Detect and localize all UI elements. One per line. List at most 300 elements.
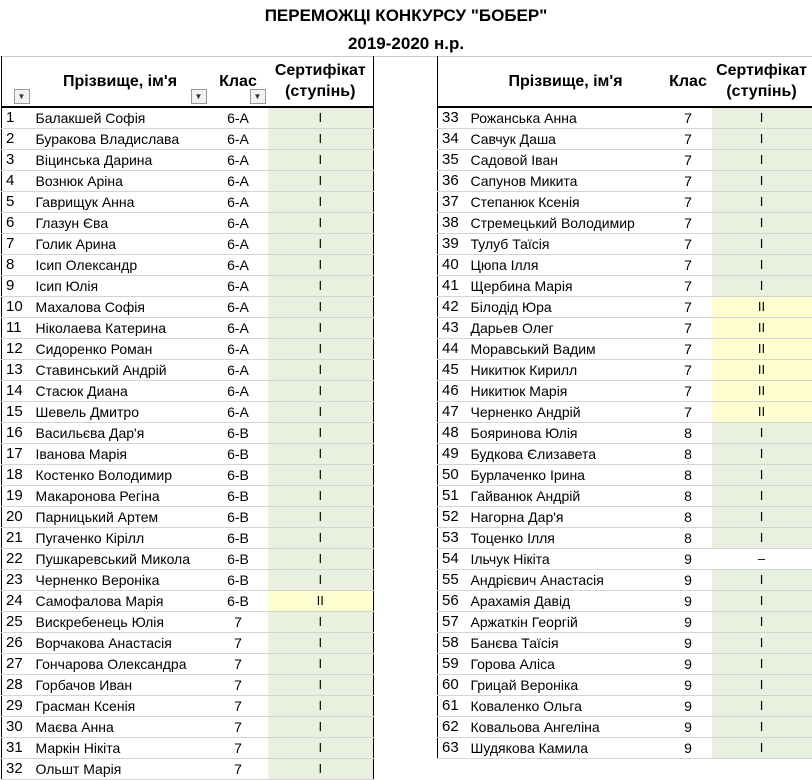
certificate-level[interactable]: I [712, 234, 812, 255]
class-value[interactable]: 7 [665, 192, 712, 213]
row-number[interactable]: 4 [2, 171, 32, 192]
certificate-level[interactable]: I [268, 654, 374, 675]
student-name[interactable]: Вознюк Аріна [32, 171, 209, 192]
class-value[interactable]: 6-А [209, 129, 268, 150]
certificate-level[interactable]: I [268, 213, 374, 234]
table-row [438, 297, 812, 318]
row-number[interactable]: 31 [2, 738, 32, 759]
row-number[interactable]: 1 [2, 107, 32, 129]
certificate-level[interactable]: I [268, 738, 374, 759]
student-name[interactable]: Махалова Софія [32, 297, 209, 318]
certificate-level[interactable]: I [712, 276, 812, 297]
table-row [438, 633, 812, 654]
row-number[interactable]: 36 [438, 171, 467, 192]
row-number[interactable]: 58 [438, 633, 467, 654]
row-number[interactable]: 45 [438, 360, 467, 381]
class-value[interactable]: 6-В [209, 486, 268, 507]
class-value[interactable]: 7 [665, 276, 712, 297]
certificate-level[interactable]: I [712, 129, 812, 150]
student-name[interactable]: Гончарова Олександра [32, 654, 209, 675]
student-name[interactable]: Білодід Юра [467, 297, 665, 318]
student-name[interactable]: Грицай Вероніка [467, 675, 665, 696]
student-name[interactable]: Горбачов Иван [32, 675, 209, 696]
table-row [2, 150, 374, 171]
class-value[interactable]: 6-А [209, 213, 268, 234]
table-row [2, 276, 374, 297]
row-number[interactable]: 60 [438, 675, 467, 696]
class-value[interactable]: 7 [209, 696, 268, 717]
class-value[interactable]: 7 [665, 360, 712, 381]
table-row [438, 276, 812, 297]
class-header [665, 56, 712, 107]
student-name[interactable]: Черненко Андрій [467, 402, 665, 423]
student-name[interactable]: Костенко Володимир [32, 465, 209, 486]
certificate-level[interactable]: I [268, 717, 374, 738]
class-value[interactable]: 7 [665, 297, 712, 318]
class-value[interactable]: 6-В [209, 591, 268, 612]
certificate-level[interactable]: I [712, 107, 812, 129]
student-name[interactable]: Ворчакова Анастасія [32, 633, 209, 654]
class-value[interactable]: 6-А [209, 234, 268, 255]
row-number[interactable]: 25 [2, 612, 32, 633]
certificate-level[interactable]: II [712, 339, 812, 360]
class-value[interactable]: 7 [209, 612, 268, 633]
class-value[interactable]: 6-А [209, 318, 268, 339]
certificate-level[interactable]: I [712, 255, 812, 276]
table-row [2, 759, 374, 780]
certificate-level[interactable]: I [268, 360, 374, 381]
row-number[interactable]: 33 [438, 107, 467, 129]
certificate-level[interactable]: I [268, 444, 374, 465]
filter-dropdown-icon[interactable]: ▼ [191, 89, 207, 104]
certificate-level[interactable]: II [712, 360, 812, 381]
class-value[interactable]: 6-А [209, 150, 268, 171]
student-name[interactable]: Бурлаченко Ірина [467, 465, 665, 486]
student-name[interactable]: Маєва Анна [32, 717, 209, 738]
row-number[interactable]: 6 [2, 213, 32, 234]
row-number[interactable]: 22 [2, 549, 32, 570]
class-value[interactable]: 6-А [209, 255, 268, 276]
student-name[interactable]: Пугаченко Кірілл [32, 528, 209, 549]
row-number[interactable]: 9 [2, 276, 32, 297]
certificate-level[interactable]: I [712, 633, 812, 654]
certificate-level[interactable]: I [712, 171, 812, 192]
certificate-level[interactable]: II [268, 591, 374, 612]
student-name[interactable]: Бояринова Юлія [467, 423, 665, 444]
filter-dropdown-icon[interactable]: ▼ [14, 89, 30, 104]
class-value[interactable]: 6-А [209, 297, 268, 318]
student-name[interactable]: Парницький Артем [32, 507, 209, 528]
row-number[interactable]: 7 [2, 234, 32, 255]
certificate-level[interactable]: I [712, 675, 812, 696]
class-value[interactable]: 6-В [209, 423, 268, 444]
class-value[interactable]: 6-А [209, 107, 268, 129]
table-row [438, 654, 812, 675]
class-value[interactable]: 6-А [209, 192, 268, 213]
class-value[interactable]: 6-В [209, 549, 268, 570]
row-number[interactable]: 63 [438, 738, 467, 759]
certificate-level[interactable]: I [268, 381, 374, 402]
class-value[interactable]: 7 [209, 759, 268, 780]
certificate-level[interactable]: I [268, 318, 374, 339]
class-value[interactable]: 9 [665, 570, 712, 591]
row-number[interactable]: 57 [438, 612, 467, 633]
row-number[interactable]: 5 [2, 192, 32, 213]
certificate-level[interactable]: I [268, 633, 374, 654]
row-number[interactable]: 40 [438, 255, 467, 276]
student-name[interactable]: Пушкаревський Микола [32, 549, 209, 570]
row-number[interactable]: 12 [2, 339, 32, 360]
class-value[interactable]: 7 [665, 129, 712, 150]
table-row [438, 107, 812, 129]
table-row [2, 402, 374, 423]
student-name[interactable]: Шудякова Камила [467, 738, 665, 759]
certificate-level[interactable]: I [712, 570, 812, 591]
row-number[interactable]: 11 [2, 318, 32, 339]
table-row [438, 192, 812, 213]
certificate-level[interactable]: I [268, 129, 374, 150]
class-value[interactable]: 6-В [209, 444, 268, 465]
student-name[interactable]: Андрієвич Анастасія [467, 570, 665, 591]
certificate-level[interactable]: I [712, 465, 812, 486]
table-row [2, 528, 374, 549]
winners-table-right [437, 56, 812, 759]
class-value[interactable]: 9 [665, 654, 712, 675]
student-name[interactable]: Буракова Владислава [32, 129, 209, 150]
table-row [438, 528, 812, 549]
row-number[interactable]: 13 [2, 360, 32, 381]
certificate-header-sub: (ступінь) [285, 83, 356, 100]
student-name[interactable]: Рожанська Анна [467, 107, 665, 129]
certificate-level[interactable]: I [712, 717, 812, 738]
student-name[interactable]: Щербина Марія [467, 276, 665, 297]
student-name[interactable]: Нагорна Дар'я [467, 507, 665, 528]
student-name[interactable]: Никитюк Кирилл [467, 360, 665, 381]
table-row [438, 402, 812, 423]
row-number[interactable]: 43 [438, 318, 467, 339]
row-number[interactable]: 10 [2, 297, 32, 318]
row-number[interactable]: 44 [438, 339, 467, 360]
row-number[interactable]: 15 [2, 402, 32, 423]
class-value[interactable]: 8 [665, 528, 712, 549]
table-row [2, 507, 374, 528]
filter-dropdown-icon[interactable]: ▼ [250, 89, 266, 104]
student-name[interactable]: Дарьев Олег [467, 318, 665, 339]
certificate-level[interactable]: I [268, 107, 374, 129]
class-value[interactable]: 6-А [209, 339, 268, 360]
class-value[interactable]: 7 [665, 402, 712, 423]
certificate-level[interactable]: I [712, 423, 812, 444]
student-name[interactable]: Коваленко Ольга [467, 696, 665, 717]
table-row [2, 654, 374, 675]
table-row [438, 717, 812, 738]
table-row [2, 465, 374, 486]
class-value[interactable]: 7 [665, 255, 712, 276]
table-row [2, 612, 374, 633]
student-name[interactable]: Самофалова Марія [32, 591, 209, 612]
student-name[interactable]: Гайванюк Андрій [467, 486, 665, 507]
student-name[interactable]: Васильєва Дар'я [32, 423, 209, 444]
row-number[interactable]: 17 [2, 444, 32, 465]
row-number[interactable]: 23 [2, 570, 32, 591]
class-value[interactable]: 9 [665, 612, 712, 633]
row-number[interactable]: 8 [2, 255, 32, 276]
student-name[interactable]: Маркін Нікіта [32, 738, 209, 759]
class-value[interactable]: 6-А [209, 276, 268, 297]
table-row [438, 381, 812, 402]
row-number[interactable]: 48 [438, 423, 467, 444]
class-value[interactable]: 7 [209, 738, 268, 759]
student-name[interactable]: Арахамія Давід [467, 591, 665, 612]
certificate-level[interactable]: I [268, 171, 374, 192]
certificate-level[interactable]: I [268, 192, 374, 213]
class-value[interactable]: 6-А [209, 171, 268, 192]
class-value[interactable]: 7 [665, 150, 712, 171]
certificate-level[interactable]: I [712, 612, 812, 633]
class-value[interactable]: 7 [665, 234, 712, 255]
student-name[interactable]: Ільчук Нікіта [467, 549, 665, 570]
class-value[interactable]: 8 [665, 444, 712, 465]
student-name[interactable]: Тулуб Таїсія [467, 234, 665, 255]
class-value[interactable]: 8 [665, 465, 712, 486]
class-value[interactable]: 7 [209, 633, 268, 654]
table-row [2, 213, 374, 234]
row-number[interactable]: 49 [438, 444, 467, 465]
certificate-level[interactable]: I [268, 675, 374, 696]
row-number[interactable]: 2 [2, 129, 32, 150]
class-value[interactable]: 9 [665, 591, 712, 612]
table-row [2, 381, 374, 402]
certificate-level[interactable]: II [712, 381, 812, 402]
class-value[interactable]: 7 [665, 171, 712, 192]
student-name[interactable]: Ісип Юлія [32, 276, 209, 297]
class-value[interactable]: 7 [209, 675, 268, 696]
student-name[interactable]: Садовой Іван [467, 150, 665, 171]
student-name[interactable]: Савчук Даша [467, 129, 665, 150]
student-name[interactable]: Сапунов Микита [467, 171, 665, 192]
table-row [438, 612, 812, 633]
certificate-level[interactable]: I [268, 759, 374, 780]
certificate-level[interactable]: I [712, 507, 812, 528]
row-number[interactable]: 54 [438, 549, 467, 570]
row-number[interactable]: 18 [2, 465, 32, 486]
row-number[interactable]: 61 [438, 696, 467, 717]
class-value[interactable]: 6-В [209, 507, 268, 528]
table-row [2, 570, 374, 591]
student-name[interactable]: Горова Аліса [467, 654, 665, 675]
certificate-level[interactable]: I [268, 570, 374, 591]
student-name[interactable]: Ставинський Андрій [32, 360, 209, 381]
student-name[interactable]: Черненко Вероніка [32, 570, 209, 591]
student-name[interactable]: Степанюк Ксенія [467, 192, 665, 213]
table-row [2, 360, 374, 381]
row-number[interactable]: 34 [438, 129, 467, 150]
table-row [438, 591, 812, 612]
student-name[interactable]: Іванова Марія [32, 444, 209, 465]
certificate-level[interactable]: I [268, 339, 374, 360]
class-value[interactable]: 7 [665, 381, 712, 402]
row-number[interactable]: 24 [2, 591, 32, 612]
table-row [438, 339, 812, 360]
class-value[interactable]: 6-В [209, 528, 268, 549]
certificate-level[interactable]: I [712, 528, 812, 549]
row-number[interactable]: 16 [2, 423, 32, 444]
row-number[interactable]: 46 [438, 381, 467, 402]
certificate-level[interactable]: I [268, 465, 374, 486]
row-number[interactable]: 39 [438, 234, 467, 255]
student-name[interactable]: Никитюк Марія [467, 381, 665, 402]
class-value[interactable]: 8 [665, 486, 712, 507]
class-value[interactable]: 9 [665, 696, 712, 717]
row-number[interactable]: 55 [438, 570, 467, 591]
certificate-level[interactable]: II [712, 297, 812, 318]
student-name[interactable]: Ковальова Ангеліна [467, 717, 665, 738]
class-value[interactable]: 6-В [209, 465, 268, 486]
table-row [2, 675, 374, 696]
row-number[interactable]: 42 [438, 297, 467, 318]
certificate-level[interactable]: I [268, 297, 374, 318]
certificate-level[interactable]: I [712, 654, 812, 675]
student-name[interactable]: Балакшей Софія [32, 107, 209, 129]
class-value[interactable]: 7 [209, 717, 268, 738]
class-value[interactable]: 7 [665, 318, 712, 339]
class-value[interactable]: 9 [665, 717, 712, 738]
certificate-level[interactable]: II [712, 402, 812, 423]
row-number[interactable]: 32 [2, 759, 32, 780]
certificate-level[interactable]: I [712, 591, 812, 612]
certificate-level[interactable]: I [712, 192, 812, 213]
class-value[interactable]: 8 [665, 507, 712, 528]
class-value[interactable]: 9 [665, 675, 712, 696]
student-name[interactable]: Банєва Таїсія [467, 633, 665, 654]
certificate-level[interactable]: I [268, 150, 374, 171]
student-name[interactable]: Ніколаева Катерина [32, 318, 209, 339]
student-name[interactable]: Будкова Єлизавета [467, 444, 665, 465]
row-number[interactable]: 53 [438, 528, 467, 549]
row-number[interactable]: 59 [438, 654, 467, 675]
class-value[interactable]: 7 [665, 107, 712, 129]
student-name[interactable]: Аржаткін Георгій [467, 612, 665, 633]
name-header [32, 56, 209, 107]
row-number[interactable]: 37 [438, 192, 467, 213]
row-number[interactable]: 3 [2, 150, 32, 171]
certificate-level[interactable]: I [712, 696, 812, 717]
certificate-level[interactable]: I [712, 738, 812, 759]
student-name[interactable]: Сидоренко Роман [32, 339, 209, 360]
student-name[interactable]: Грасман Ксенія [32, 696, 209, 717]
page-title: ПЕРЕМОЖЦІ КОНКУРСУ "БОБЕР" [264, 6, 548, 25]
class-value[interactable]: 9 [665, 738, 712, 759]
table-row [2, 549, 374, 570]
table-row [438, 150, 812, 171]
row-number[interactable]: 28 [2, 675, 32, 696]
student-name[interactable]: Стасюк Диана [32, 381, 209, 402]
class-value[interactable]: 9 [665, 549, 712, 570]
table-header-row [2, 56, 374, 107]
student-name[interactable]: Стремецький Володимир [467, 213, 665, 234]
student-name[interactable]: Гаврищук Анна [32, 192, 209, 213]
row-number[interactable]: 51 [438, 486, 467, 507]
row-number[interactable]: 30 [2, 717, 32, 738]
certificate-level[interactable]: I [712, 150, 812, 171]
class-value[interactable]: 6-А [209, 402, 268, 423]
student-name[interactable]: Ісип Олександр [32, 255, 209, 276]
certificate-level[interactable]: I [268, 276, 374, 297]
certificate-level[interactable]: I [268, 549, 374, 570]
row-number[interactable]: 50 [438, 465, 467, 486]
class-value[interactable]: 6-А [209, 360, 268, 381]
certificate-level[interactable]: I [268, 423, 374, 444]
student-name[interactable]: Ольшт Марія [32, 759, 209, 780]
row-number[interactable]: 20 [2, 507, 32, 528]
row-number[interactable]: 21 [2, 528, 32, 549]
certificate-header-label: Сертифікат [274, 62, 366, 79]
certificate-level[interactable]: II [712, 318, 812, 339]
class-value[interactable]: 6-В [209, 570, 268, 591]
row-number[interactable]: 19 [2, 486, 32, 507]
class-value[interactable]: 8 [665, 423, 712, 444]
student-name[interactable]: Цюпа Ілля [467, 255, 665, 276]
table-row [2, 738, 374, 759]
row-number[interactable]: 26 [2, 633, 32, 654]
class-value[interactable]: 7 [209, 654, 268, 675]
table-row [2, 696, 374, 717]
table-row [438, 444, 812, 465]
table-row [2, 318, 374, 339]
number-header [438, 56, 467, 107]
student-name[interactable]: Вискребенець Юлія [32, 612, 209, 633]
student-name[interactable]: Глазун Єва [32, 213, 209, 234]
row-number[interactable]: 35 [438, 150, 467, 171]
certificate-level[interactable]: I [268, 234, 374, 255]
certificate-level[interactable]: I [268, 255, 374, 276]
row-number[interactable]: 14 [2, 381, 32, 402]
student-name[interactable]: Моравський Вадим [467, 339, 665, 360]
certificate-level[interactable]: I [268, 507, 374, 528]
certificate-level[interactable]: I [712, 444, 812, 465]
certificate-level[interactable]: – [712, 549, 812, 570]
student-name[interactable]: Шевель Дмитро [32, 402, 209, 423]
student-name[interactable]: Голик Арина [32, 234, 209, 255]
winners-table-left [1, 56, 374, 780]
row-number[interactable]: 38 [438, 213, 467, 234]
row-number[interactable]: 52 [438, 507, 467, 528]
certificate-level[interactable]: I [712, 486, 812, 507]
row-number[interactable]: 56 [438, 591, 467, 612]
student-name[interactable]: Віцинська Дарина [32, 150, 209, 171]
class-value[interactable]: 7 [665, 213, 712, 234]
student-name[interactable]: Тоценко Ілля [467, 528, 665, 549]
row-number[interactable]: 41 [438, 276, 467, 297]
table-row [2, 633, 374, 654]
class-value[interactable]: 6-А [209, 381, 268, 402]
certificate-level[interactable]: I [268, 696, 374, 717]
row-number[interactable]: 62 [438, 717, 467, 738]
certificate-level[interactable]: I [268, 486, 374, 507]
row-number[interactable]: 47 [438, 402, 467, 423]
certificate-level[interactable]: I [268, 402, 374, 423]
row-number[interactable]: 29 [2, 696, 32, 717]
row-number[interactable]: 27 [2, 654, 32, 675]
student-name[interactable]: Макаронова Регіна [32, 486, 209, 507]
certificate-level[interactable]: I [712, 213, 812, 234]
certificate-level[interactable]: I [268, 528, 374, 549]
class-value[interactable]: 7 [665, 339, 712, 360]
table-row [438, 234, 812, 255]
class-header-label: Клас [669, 72, 707, 90]
certificate-level[interactable]: I [268, 612, 374, 633]
class-value[interactable]: 9 [665, 633, 712, 654]
